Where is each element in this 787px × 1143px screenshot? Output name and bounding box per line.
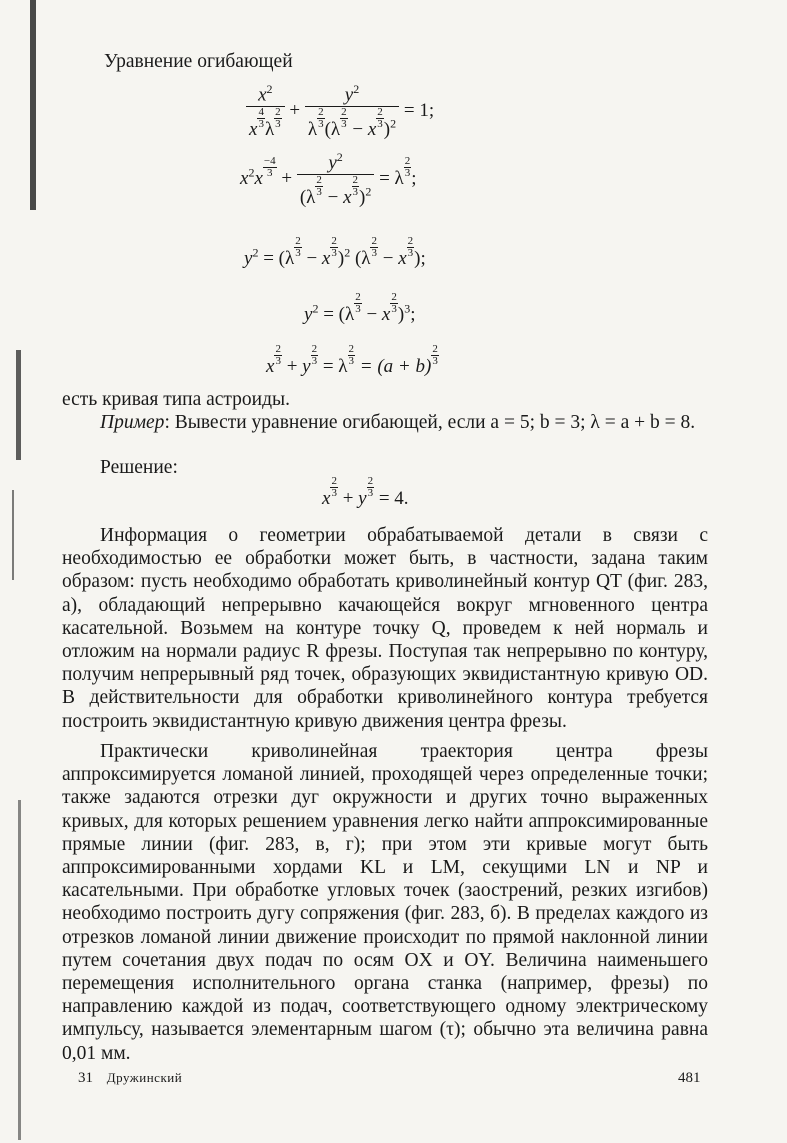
solution-label: Решение:	[100, 457, 178, 478]
example-text: : Вывести уравнение огибающей, если a = 5; b = 3; λ = a + b = 8.	[164, 412, 696, 433]
astroid-line: есть кривая типа астроиды.	[62, 389, 291, 410]
equation-1-rhs: = 1;	[403, 100, 435, 122]
equation-5: x $\frac{2}{3}$ + y $\frac{2}{3}$ = λ $\frac{2}{3}$ = (a + b) $\frac{2}{3}$	[266, 343, 438, 377]
example-paragraph	[62, 411, 708, 434]
paragraph-approximation: Практически криволинейная траектория центра фрезы аппроксимируется ломаной линией, проходящей через определенные точки; также задаются отрезки дуг окружности и других точно выраженных кривых, для которых решением уравнения легко найти аппроксимированные прямые линии (фиг. 283, в, г); при этом эти кривые могут быть аппроксимированными хордами KL и LM, секущими LN и NP и касательными. При обработке угловых точек (заострений, резких изгибов) необходимо построить дугу сопряжения (фиг. 283, б). В пределах каждого из отрезков ломаной линии движение происходит по прямой наклонной линии путем сочетания двух подач по осям OX и OY. Величина наименьшего перемещения исполнительного органа станка (например, фрезы) по направлению каждой из подач, соответствующего одному электрическому импульсу, называется элементарным шагом (τ); обычно эта величина равна 0,01 мм.	[62, 741, 708, 1064]
scan-edge-mark	[18, 800, 21, 1140]
scan-edge-mark	[30, 0, 36, 210]
heading: Уравнение огибающей	[104, 51, 293, 72]
equation-3: $y^2 = (\lambda$ $\frac{2}{3}$ − x $\frac{2}{3}$ )$^2$ (λ $\frac{2}{3}$ − x $\frac{2}{3}$ );	[244, 235, 426, 269]
fraction: $y^2$ λ $\frac{2}{3}$ (λ $\frac{2}{3}$ − x $\frac{2}{3}$ )$^2$	[305, 82, 399, 141]
signature-name: Дружинский	[106, 1070, 183, 1085]
example-label: Пример	[100, 412, 165, 433]
scan-edge-mark	[12, 490, 14, 580]
equation-2-rhs: ;	[411, 168, 417, 190]
equation-1: $x^2$ x $\frac{4}{3}$ λ $\frac{2}{3}$ + $y^2$ λ $\frac{2}{3}$ (λ $\frac{2}{3}$ − x $\frac{2}{3}$ )$^2$ = 1;	[246, 82, 434, 141]
equation-3-rhs: ;	[420, 248, 426, 269]
equation-5-text: = (a + b)	[359, 356, 432, 377]
solution-equation-rhs: = 4.	[378, 488, 409, 509]
equation-4-rhs: ;	[410, 304, 416, 325]
equation-4: $y^2 = (\lambda$ $\frac{2}{3}$ − x $\frac{2}{3}$ )$^3$;	[304, 291, 416, 325]
equation-2: $x^2x$ $\frac{-4}{3}$ + $y^2$ (λ $\frac{2}{3}$ − x $\frac{2}{3}$ )$^2$ = λ $\frac{2}{3}$ ;	[240, 150, 417, 209]
solution-equation: x $\frac{2}{3}$ + y $\frac{2}{3}$ = 4.	[322, 475, 409, 509]
fraction: $y^2$ (λ $\frac{2}{3}$ − x $\frac{2}{3}$ )$^2$	[297, 150, 375, 209]
scan-edge-mark	[16, 350, 21, 460]
fraction: $x^2$ x $\frac{4}{3}$ λ $\frac{2}{3}$	[246, 82, 285, 141]
page-number: 481	[678, 1070, 701, 1086]
footer-signature	[78, 1070, 182, 1087]
paragraph-geometry: Информация о геометрии обрабатываемой детали в связи с необходимостью ее обработки может быть, в частности, задана таким образом: пусть необходимо обработать криволинейный контур QT (фиг. 283, a), обладающий непрерывно качающейся вокруг мгновенного центра касательной. Возьмем на контуре точку Q, проведем к ней нормаль и отложим на нормали радиус R фрезы. Поступая так непрерывно по контуру, получим непрерывный ряд точек, образующих эквидистантную кривую OD. В действительности для обработки криволинейного контура требуется построить эквидистантную кривую движения центра фрезы.	[62, 525, 708, 732]
signature-number: 31	[78, 1070, 93, 1086]
